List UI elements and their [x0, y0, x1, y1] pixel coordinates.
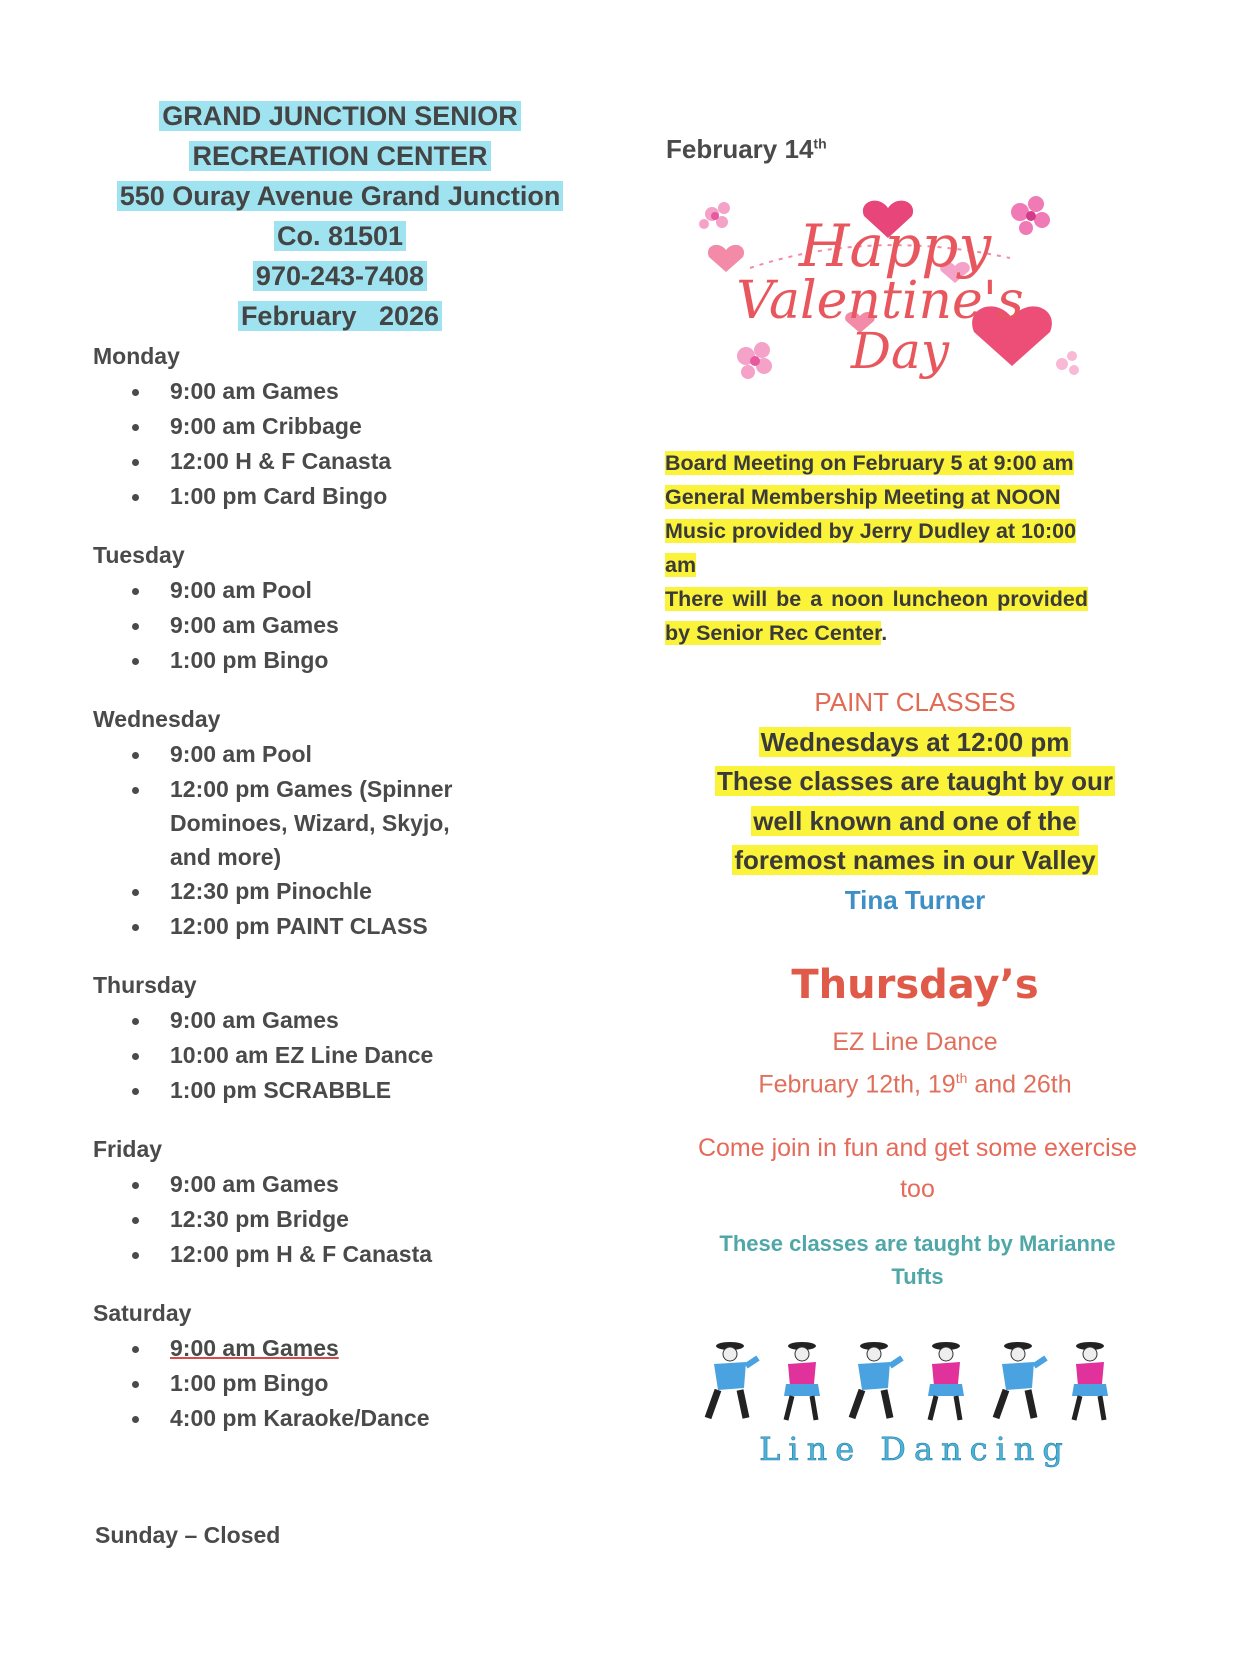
list-item	[93, 1331, 613, 1366]
header-line-1: GRAND JUNCTION SENIOR	[159, 101, 521, 131]
day-name: Friday	[93, 1136, 163, 1162]
line-text: by Senior Rec Center	[665, 621, 882, 645]
item-line: 12:00 pm Games (Spinner	[170, 776, 453, 802]
list-item	[93, 772, 613, 874]
announcement-line	[665, 616, 1170, 650]
list-item: 9:00 am Games	[93, 608, 613, 643]
taught-line: Tufts	[891, 1264, 944, 1289]
valentine-word-valentines: Valentine's	[736, 271, 1024, 331]
line-text: These classes are taught by our	[717, 766, 1113, 796]
line-text: foremost names in our Valley	[734, 845, 1096, 875]
line-dance-teacher	[665, 1227, 1170, 1293]
list-item: 9:00 am Games	[93, 1167, 613, 1202]
day-monday	[93, 338, 613, 514]
announcement-line	[665, 446, 1170, 480]
valentines-date	[666, 134, 827, 165]
month-year: February 2026	[238, 301, 442, 331]
dates-text: and 26th	[967, 1070, 1072, 1099]
line-dancing-caption: Line Dancing	[759, 1430, 1071, 1468]
join-line: Come join in fun and get some exercise	[697, 1134, 1138, 1162]
list-item: 12:30 pm Bridge	[93, 1202, 613, 1237]
state-zip: Co. 81501	[274, 221, 406, 251]
dancer-icon	[784, 1342, 820, 1420]
valentine-word-happy: Happy	[798, 212, 992, 280]
dates-suffix: th	[955, 1070, 968, 1086]
day-name: Saturday	[93, 1300, 192, 1326]
paint-line	[660, 723, 1170, 763]
line-text: Board Meeting on February 5 at 9:00 am	[665, 451, 1074, 475]
list-item: 9:00 am Cribbage	[93, 409, 613, 444]
line-text: well known and one of the	[753, 805, 1077, 836]
join-message	[665, 1128, 1170, 1210]
paint-line	[660, 762, 1170, 802]
ez-line-dance-dates	[660, 1070, 1170, 1099]
join-line: too	[900, 1175, 935, 1203]
announcement-line	[665, 514, 1170, 548]
item-line: and more)	[170, 844, 282, 870]
address-line: 550 Ouray Avenue Grand Junction	[117, 181, 564, 211]
list-item: 12:30 pm Pinochle	[93, 874, 613, 909]
line-text: There will be a noon luncheon provided	[665, 587, 1088, 611]
list-item: 1:00 pm Bingo	[93, 1366, 613, 1401]
day-tuesday	[93, 537, 613, 678]
flower-icon	[737, 342, 772, 379]
day-name: Tuesday	[93, 542, 185, 568]
paint-line	[660, 841, 1170, 881]
announcement-line	[665, 480, 1170, 514]
header-line-2: RECREATION CENTER	[189, 141, 490, 171]
paint-title: PAINT CLASSES	[814, 687, 1016, 717]
flower-icon	[1056, 351, 1079, 375]
dancer-icon	[1072, 1342, 1108, 1420]
announcement-line	[665, 548, 1170, 582]
item-text: 9:00 am Games	[170, 1335, 339, 1361]
list-item: 9:00 am Pool	[93, 737, 613, 772]
valentine-word-day: Day	[850, 322, 950, 380]
list-item: 10:00 am EZ Line Dance	[93, 1038, 613, 1073]
day-name: Thursday	[93, 972, 197, 998]
list-item: 12:00 H & F Canasta	[93, 444, 613, 479]
list-item: 1:00 pm Bingo	[93, 643, 613, 678]
dancer-icon	[928, 1342, 964, 1420]
dancer-figures	[708, 1342, 1108, 1420]
list-item: 12:00 pm PAINT CLASS	[93, 909, 613, 944]
dates-text: February 12th, 19	[758, 1070, 956, 1099]
date-text: February 14	[666, 134, 814, 164]
sunday-closed: Sunday – Closed	[95, 1522, 281, 1548]
dancer-icon	[708, 1342, 758, 1418]
line-text: General Membership Meeting at NOON	[665, 485, 1061, 509]
flower-icon	[1011, 196, 1050, 235]
list-item: 9:00 am Games	[93, 1003, 613, 1038]
announcement-line	[665, 582, 1170, 616]
day-thursday	[93, 967, 613, 1108]
line-text: Wednesdays at 12:00 pm	[760, 726, 1070, 757]
line-dancing-graphic	[690, 1338, 1140, 1473]
item-line: Dominoes, Wizard, Skyjo,	[170, 810, 450, 836]
list-item: 4:00 pm Karaoke/Dance	[93, 1401, 613, 1436]
paint-classes	[660, 683, 1170, 920]
list-item: 1:00 pm Card Bingo	[93, 479, 613, 514]
taught-line: These classes are taught by Marianne	[719, 1231, 1116, 1256]
flower-icon	[699, 202, 730, 229]
day-saturday	[93, 1295, 613, 1436]
list-item: 9:00 am Pool	[93, 573, 613, 608]
line-end: .	[881, 621, 888, 645]
day-name: Wednesday	[93, 706, 221, 732]
center-header	[80, 96, 600, 336]
paint-teacher: Tina Turner	[844, 884, 986, 915]
line-text: am	[665, 553, 697, 577]
date-suffix: th	[813, 135, 827, 152]
ez-line-dance-title: EZ Line Dance	[832, 1028, 998, 1056]
dancer-icon	[852, 1342, 902, 1418]
day-friday	[93, 1131, 613, 1272]
list-item: 12:00 pm H & F Canasta	[93, 1237, 613, 1272]
dancer-icon	[996, 1342, 1046, 1418]
phone-number: 970-243-7408	[253, 261, 427, 291]
meeting-announcements	[665, 446, 1170, 650]
thursdays-title: Thursday’s	[791, 962, 1039, 1008]
weekly-schedule	[93, 338, 613, 1459]
list-item: 1:00 pm SCRABBLE	[93, 1073, 613, 1108]
line-text: Music provided by Jerry Dudley at 10:00	[665, 519, 1077, 543]
list-item: 9:00 am Games	[93, 374, 613, 409]
day-wednesday	[93, 701, 613, 944]
heart-icon	[708, 245, 744, 272]
day-name: Monday	[93, 343, 180, 369]
valentines-graphic	[690, 188, 1090, 394]
paint-line	[660, 802, 1170, 842]
